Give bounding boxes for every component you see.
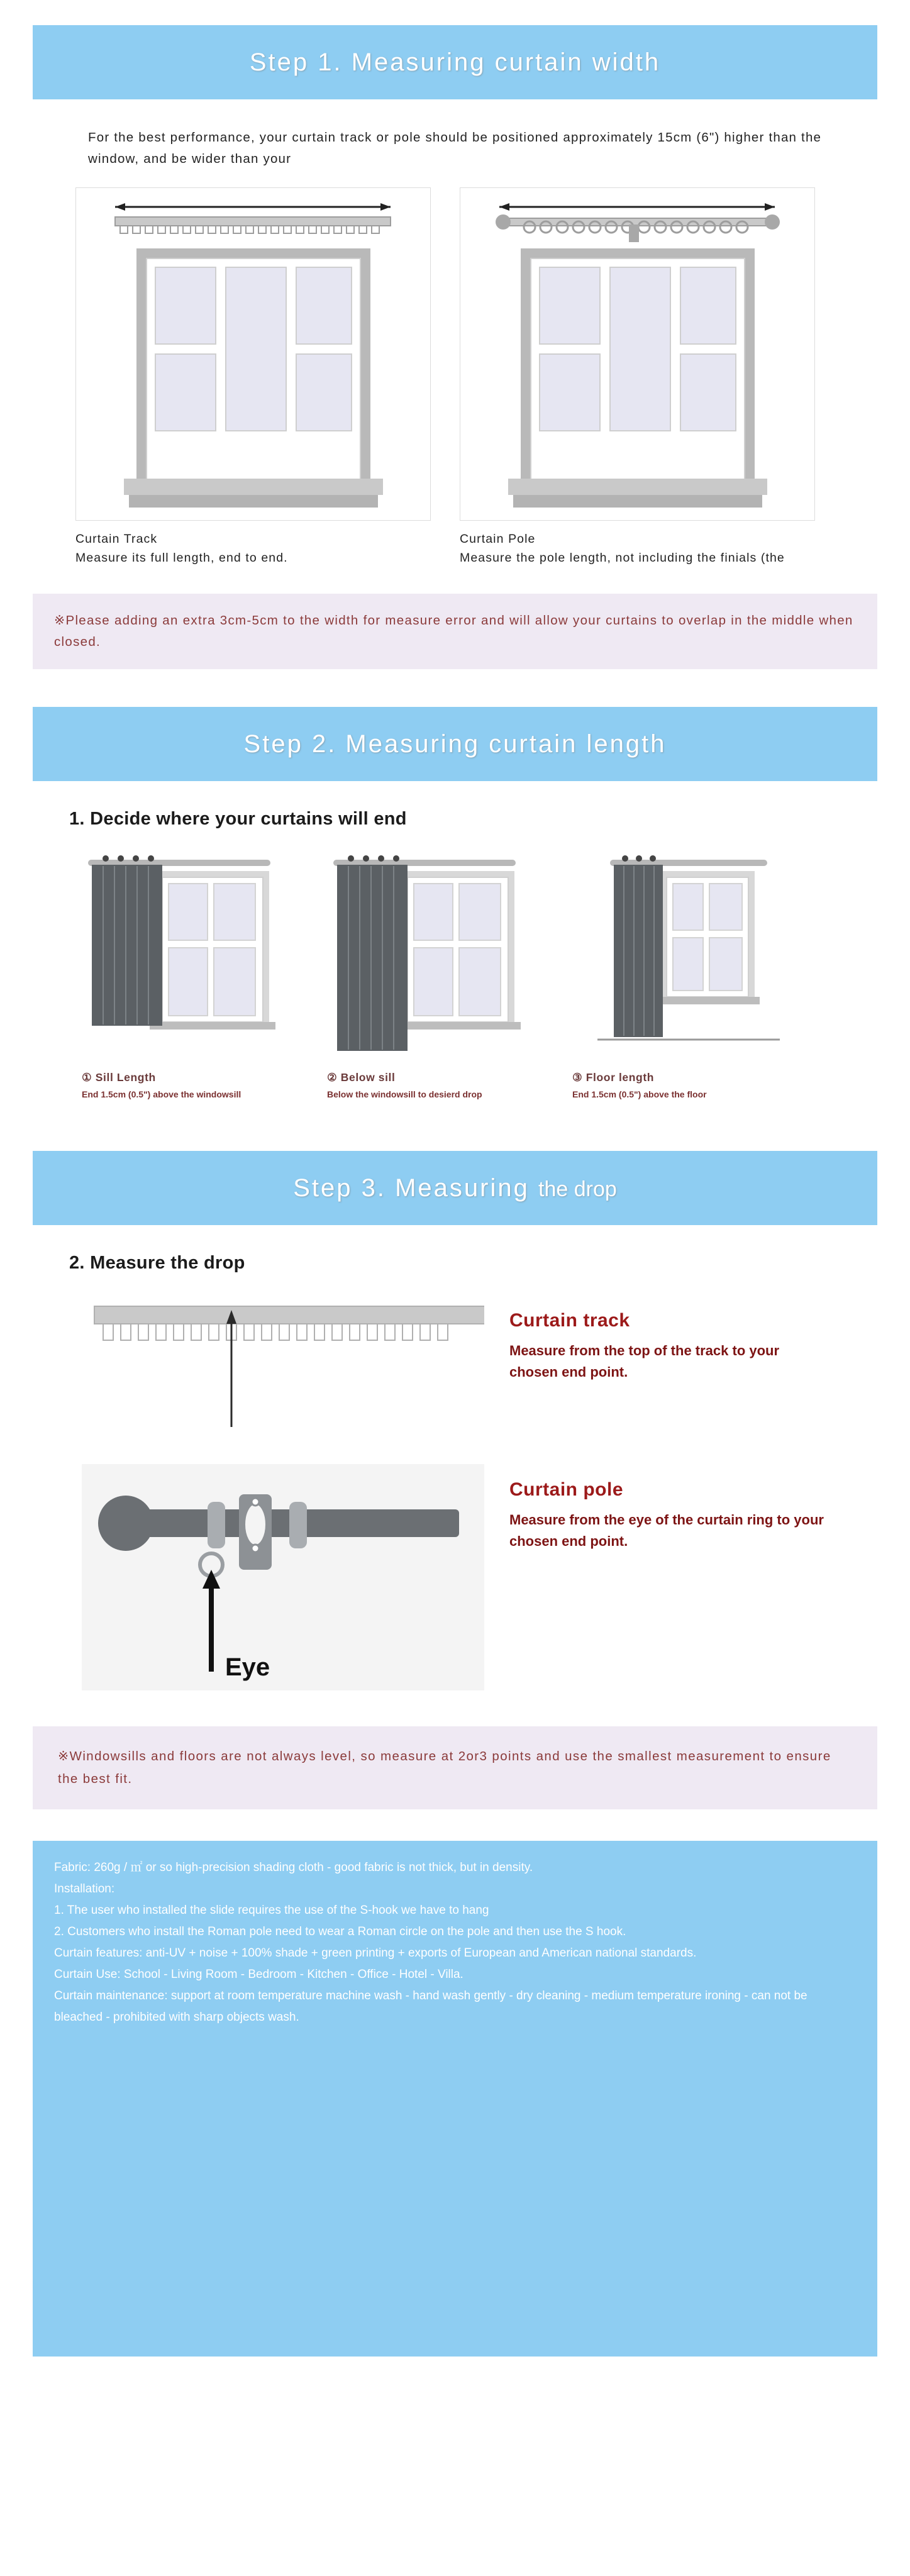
option-floor-length-title: ③ Floor length — [572, 1071, 655, 1084]
option-below-sill-figure — [327, 846, 553, 1066]
eye-label: Eye — [225, 1653, 270, 1681]
step3-note: ※Windowsills and floors are not always level, so measure at 2or3 points and use the smallest measurement to ensure the best fit. — [33, 1726, 877, 1809]
option-sill-length-title: ① Sill Length — [82, 1071, 156, 1084]
pole-measure-figure — [82, 1464, 484, 1694]
step1-banner — [33, 25, 877, 99]
track-heading: Curtain track — [509, 1310, 630, 1331]
curtain-track-caption — [75, 530, 431, 567]
option-floor-length-sub: End 1.5cm (0.5") above the floor — [572, 1089, 707, 1099]
curtain-pole-illustration — [460, 188, 814, 520]
option-below-sill-sub: Below the windowsill to desierd drop — [327, 1089, 482, 1099]
product-details-footer — [33, 1841, 877, 2357]
below-sill-illustration — [327, 846, 552, 1065]
option-sill-length — [82, 846, 308, 1101]
step1-intro-text: For the best performance, your curtain track or pole should be positioned approximately 15cm (6") higher than the window, and be wider than your — [88, 130, 822, 166]
option-sill-length-sub: End 1.5cm (0.5") above the windowsill — [82, 1089, 241, 1099]
top-spacer — [0, 0, 910, 25]
pole-drop-illustration — [82, 1464, 484, 1690]
step3-subhead: 2. Measure the drop — [69, 1253, 245, 1273]
step3-banner — [33, 1151, 877, 1225]
floor-length-illustration — [572, 846, 797, 1065]
step2-banner — [33, 707, 877, 781]
curtain-pole-caption-title: Curtain Pole — [460, 532, 536, 546]
pole-body: Measure from the eye of the curtain ring to your chosen end point. — [509, 1512, 824, 1549]
step1-banner-title: Step 1. Measuring curtain width — [249, 48, 661, 76]
curtain-pole-caption — [460, 530, 815, 567]
curtain-pole-caption-body: Measure the pole length, not including the finials (the — [460, 551, 785, 565]
curtain-track-frame — [75, 187, 431, 521]
step2-options-row — [82, 846, 828, 1101]
track-measure-figure — [82, 1295, 484, 1443]
curtain-track-caption-title: Curtain Track — [75, 532, 158, 546]
footer-line-features: Curtain features: anti-UV + noise + 100% shade + green printing + exports of European and American national standards. — [54, 1946, 697, 1960]
footer-line-install-2: 2. Customers who install the Roman pole need to wear a Roman circle on the pole and then use the S hook. — [54, 1925, 626, 1938]
pole-measure-text — [509, 1464, 828, 1552]
footer-line-install-1: 1. The user who installed the slide requires the use of the S-hook we have to hang — [54, 1904, 489, 1917]
curtain-pole-frame — [460, 187, 815, 521]
track-body: Measure from the top of the track to your chosen end point. — [509, 1343, 780, 1380]
step2-subhead: 1. Decide where your curtains will end — [69, 809, 407, 829]
track-measure-text — [509, 1295, 828, 1383]
track-drop-illustration — [82, 1295, 484, 1440]
curtain-pole-diagram-box — [460, 187, 815, 567]
step2-bottom-spacer — [0, 1101, 910, 1151]
step2-banner-title: Step 2. Measuring curtain length — [243, 730, 667, 758]
curtain-track-diagram-box — [75, 187, 431, 567]
step3-banner-title — [293, 1174, 617, 1202]
step3-pole-block — [82, 1464, 828, 1694]
step1-bottom-spacer — [0, 669, 910, 707]
footer-line-maintenance: Curtain maintenance: support at room temperature machine wash - hand wash gently - dry cleaning - medium temperature ironing - can not be bleached - prohibited with sharp objects wash. — [54, 1989, 807, 2024]
option-below-sill — [327, 846, 553, 1101]
option-sill-length-figure — [82, 846, 308, 1066]
option-floor-length-figure — [572, 846, 799, 1066]
step3-track-block — [82, 1295, 828, 1443]
footer-line-use: Curtain Use: School - Living Room - Bedroom - Kitchen - Office - Hotel - Villa. — [54, 1968, 463, 1981]
option-below-sill-title: ② Below sill — [327, 1071, 396, 1084]
curtain-track-illustration — [76, 188, 430, 520]
step3-banner-small: the drop — [538, 1177, 617, 1201]
step1-note: ※Please adding an extra 3cm-5cm to the width for measure error and will allow your curtains to overlap in the middle when closed. — [33, 594, 877, 669]
step1-diagram-row — [75, 187, 835, 567]
curtain-track-caption-body: Measure its full length, end to end. — [75, 551, 288, 565]
footer-line-installation: Installation: — [54, 1882, 115, 1896]
footer-line-fabric: Fabric: 260g / ㎡ or so high-precision shading cloth - good fabric is not thick, but in density. — [54, 1861, 533, 1874]
step3-banner-main: Step 3. Measuring — [293, 1174, 530, 1202]
sill-length-illustration — [82, 846, 307, 1065]
option-floor-length — [572, 846, 799, 1101]
pole-heading: Curtain pole — [509, 1479, 624, 1500]
